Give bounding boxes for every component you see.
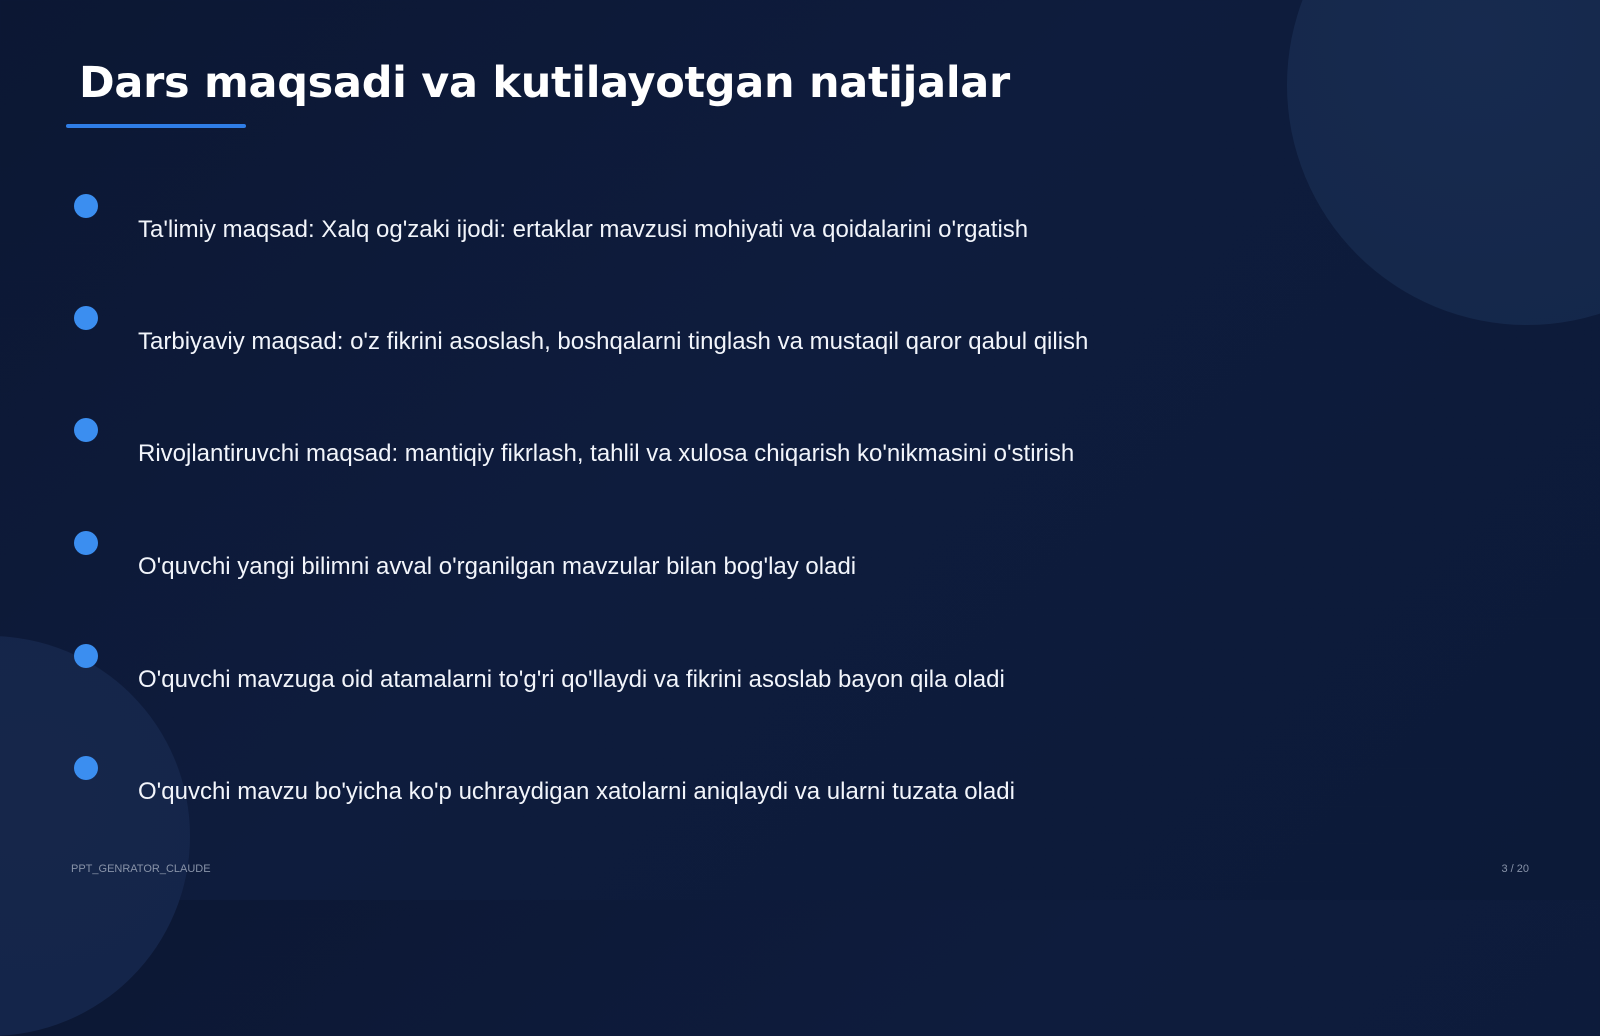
bullet-dot-icon: [74, 194, 98, 218]
objective-item: [0, 194, 1200, 304]
bullet-dot-icon: [74, 418, 98, 442]
bullet-dot-icon: [74, 644, 98, 668]
page-indicator: 3 / 20: [1501, 863, 1529, 875]
bullet-dot-icon: [74, 756, 98, 780]
objective-item: [0, 644, 1200, 754]
objective-text: O'quvchi mavzuga oid atamalarni to'g'ri qo'llaydi va fikrini asoslab bayon qila oladi: [138, 666, 1005, 693]
objective-text: O'quvchi mavzu bo'yicha ko'p uchraydigan xatolarni aniqlaydi va ularni tuzata oladi: [138, 778, 1015, 805]
objective-text: O'quvchi yangi bilimni avval o'rganilgan mavzular bilan bog'lay oladi: [138, 553, 857, 580]
objective-item: [0, 531, 1200, 641]
objective-text: Ta'limiy maqsad: Xalq og'zaki ijodi: ertaklar mavzusi mohiyati va qoidalarini o'rgatish: [138, 216, 1029, 243]
decorative-circle-top-right: [1287, 0, 1600, 325]
bullet-dot-icon: [74, 306, 98, 330]
title-underline: [66, 124, 246, 128]
objective-text: Rivojlantiruvchi maqsad: mantiqiy fikrlash, tahlil va xulosa chiqarish ko'nikmasini o'stirish: [138, 440, 1075, 467]
objective-text: Tarbiyaviy maqsad: o'z fikrini asoslash, boshqalarni tinglash va mustaqil qaror qabul qilish: [138, 328, 1089, 355]
objective-item: [0, 418, 1200, 528]
bullet-dot-icon: [74, 531, 98, 555]
slide-title: Dars maqsadi va kutilayotgan natijalar: [79, 58, 1010, 108]
footer-brand: PPT_GENRATOR_CLAUDE: [71, 863, 211, 875]
objective-item: [0, 756, 1200, 866]
objective-item: [0, 306, 1200, 416]
